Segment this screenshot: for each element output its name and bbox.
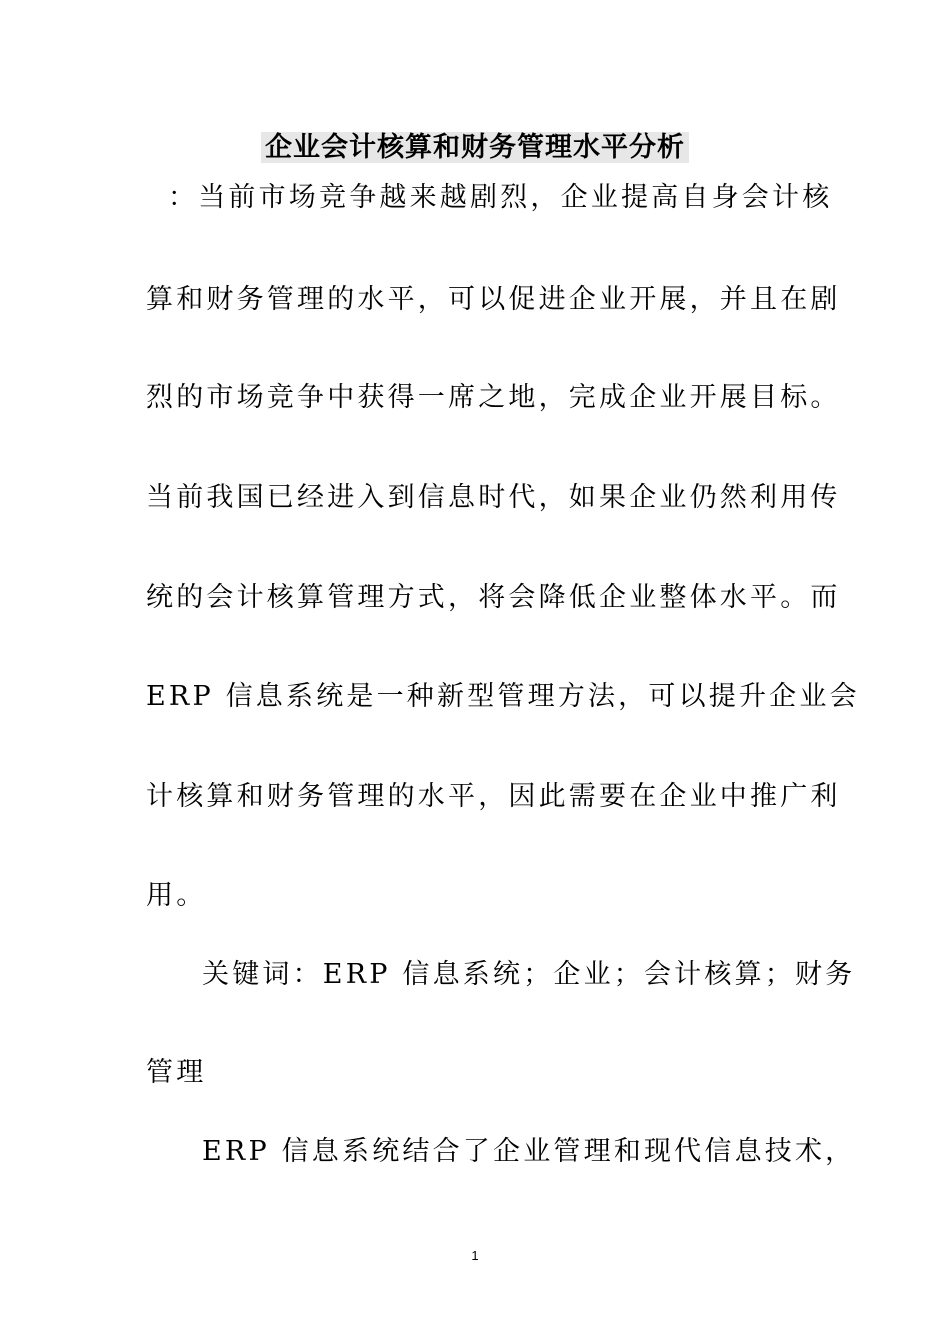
page-number: 1	[471, 1248, 479, 1263]
keywords-line-2: 管理	[146, 1057, 207, 1088]
abstract-line-6: ERP 信息系统是一种新型管理方法，可以提升企业会	[146, 681, 860, 712]
document-title-text: 企业会计核算和财务管理水平分析	[261, 132, 689, 163]
abstract-line-3: 烈的市场竞争中获得一席之地，完成企业开展目标。	[146, 382, 841, 413]
abstract-line-4: 当前我国已经进入到信息时代，如果企业仍然利用传	[146, 482, 841, 513]
abstract-line-8: 用。	[146, 880, 207, 911]
keywords-line-1: 关键词：ERP 信息系统；企业；会计核算；财务	[202, 959, 856, 990]
abstract-line-7: 计核算和财务管理的水平，因此需要在企业中推广利	[146, 781, 841, 812]
body-line-1: ERP 信息系统结合了企业管理和现代信息技术，	[202, 1136, 856, 1167]
abstract-line-1: ：当前市场竞争越来越剧烈，企业提高自身会计核	[168, 182, 833, 213]
document-title	[0, 128, 950, 168]
abstract-line-5: 统的会计核算管理方式，将会降低企业整体水平。而	[146, 582, 841, 613]
abstract-line-2: 算和财务管理的水平，可以促进企业开展，并且在剧	[146, 284, 841, 315]
